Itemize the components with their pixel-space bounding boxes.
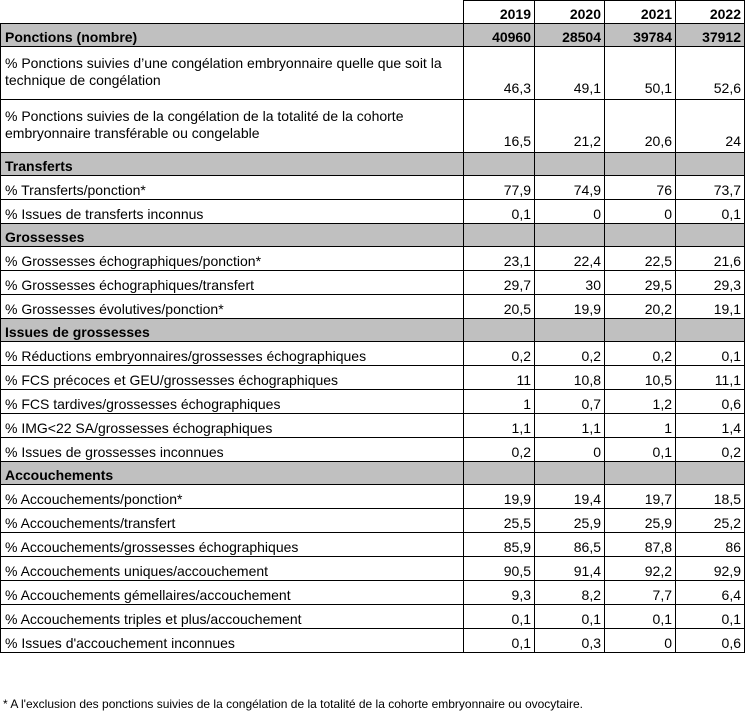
row-label: % Issues d'accouchement inconnues xyxy=(1,629,464,653)
value-cell: 22,5 xyxy=(605,247,676,271)
value-cell: 1 xyxy=(464,390,535,414)
value-cell: 77,9 xyxy=(464,176,535,200)
value-cell: 40960 xyxy=(464,24,535,47)
value-cell: 29,3 xyxy=(676,271,745,295)
row-label: % Grossesses échographiques/ponction* xyxy=(1,247,464,271)
row-label: % Ponctions suivies d’une congélation embryonnaire quelle que soit la technique de congélation xyxy=(1,47,464,100)
value-cell: 25,5 xyxy=(464,509,535,533)
value-cell: 0 xyxy=(535,200,605,224)
value-cell xyxy=(464,462,535,485)
value-cell: 0,1 xyxy=(676,605,745,629)
value-cell: 0,1 xyxy=(605,605,676,629)
value-cell: 52,6 xyxy=(676,47,745,100)
value-cell xyxy=(464,153,535,176)
value-cell: 18,5 xyxy=(676,485,745,509)
value-cell: 73,7 xyxy=(676,176,745,200)
value-cell: 6,4 xyxy=(676,581,745,605)
value-cell: 0,6 xyxy=(676,390,745,414)
value-cell: 25,9 xyxy=(535,509,605,533)
table-row xyxy=(1,414,745,438)
section-label: Accouchements xyxy=(1,462,464,485)
table-row xyxy=(1,581,745,605)
value-cell: 91,4 xyxy=(535,557,605,581)
table-row xyxy=(1,390,745,414)
section-label: Issues de grossesses xyxy=(1,319,464,342)
row-label: % Réductions embryonnaires/grossesses échographiques xyxy=(1,342,464,366)
year-header: 2020 xyxy=(535,1,605,24)
value-cell: 0,2 xyxy=(535,342,605,366)
value-cell: 0,6 xyxy=(676,629,745,653)
row-label: % IMG<22 SA/grossesses échographiques xyxy=(1,414,464,438)
value-cell: 85,9 xyxy=(464,533,535,557)
value-cell: 29,5 xyxy=(605,271,676,295)
value-cell: 16,5 xyxy=(464,100,535,153)
section-label: Grossesses xyxy=(1,224,464,247)
value-cell: 0,1 xyxy=(464,605,535,629)
value-cell xyxy=(676,153,745,176)
value-cell: 20,5 xyxy=(464,295,535,319)
value-cell: 0,2 xyxy=(464,438,535,462)
value-cell: 25,9 xyxy=(605,509,676,533)
value-cell: 1 xyxy=(605,414,676,438)
header-empty-cell xyxy=(1,1,464,24)
footnote: * A l'exclusion des ponctions suivies de la congélation de la totalité de la cohorte embryonnaire ou ovocytaire. xyxy=(3,697,583,711)
value-cell: 30 xyxy=(535,271,605,295)
value-cell: 87,8 xyxy=(605,533,676,557)
value-cell: 0,2 xyxy=(676,438,745,462)
table-row xyxy=(1,47,745,100)
value-cell: 19,9 xyxy=(464,485,535,509)
value-cell: 20,2 xyxy=(605,295,676,319)
year-header: 2022 xyxy=(676,1,745,24)
value-cell: 0,7 xyxy=(535,390,605,414)
value-cell: 86 xyxy=(676,533,745,557)
value-cell xyxy=(605,319,676,342)
value-cell: 28504 xyxy=(535,24,605,47)
section-header-row xyxy=(1,462,745,485)
value-cell xyxy=(535,462,605,485)
value-cell: 22,4 xyxy=(535,247,605,271)
row-label: % Transferts/ponction* xyxy=(1,176,464,200)
section-header-row xyxy=(1,153,745,176)
value-cell: 25,2 xyxy=(676,509,745,533)
value-cell: 1,4 xyxy=(676,414,745,438)
section-header-row xyxy=(1,319,745,342)
value-cell: 90,5 xyxy=(464,557,535,581)
table-row xyxy=(1,485,745,509)
value-cell: 8,2 xyxy=(535,581,605,605)
table-row xyxy=(1,200,745,224)
value-cell: 0,1 xyxy=(676,342,745,366)
row-label: % FCS tardives/grossesses échographiques xyxy=(1,390,464,414)
table-row xyxy=(1,247,745,271)
value-cell: 0 xyxy=(535,438,605,462)
value-cell: 11 xyxy=(464,366,535,390)
section-header-row xyxy=(1,224,745,247)
value-cell xyxy=(676,319,745,342)
table-row xyxy=(1,438,745,462)
value-cell xyxy=(605,153,676,176)
value-cell: 0,2 xyxy=(464,342,535,366)
value-cell: 0,1 xyxy=(605,438,676,462)
table-row xyxy=(1,366,745,390)
value-cell: 9,3 xyxy=(464,581,535,605)
row-label: % Issues de grossesses inconnues xyxy=(1,438,464,462)
value-cell: 10,8 xyxy=(535,366,605,390)
table-row xyxy=(1,629,745,653)
value-cell xyxy=(676,462,745,485)
section-label: Transferts xyxy=(1,153,464,176)
value-cell: 92,9 xyxy=(676,557,745,581)
value-cell: 0,1 xyxy=(464,200,535,224)
value-cell: 10,5 xyxy=(605,366,676,390)
table-body xyxy=(1,24,745,653)
value-cell xyxy=(464,319,535,342)
value-cell: 1,1 xyxy=(464,414,535,438)
value-cell xyxy=(464,224,535,247)
value-cell: 19,7 xyxy=(605,485,676,509)
row-label: % Accouchements triples et plus/accouchement xyxy=(1,605,464,629)
year-header: 2019 xyxy=(464,1,535,24)
value-cell: 21,6 xyxy=(676,247,745,271)
table-row xyxy=(1,533,745,557)
row-label: % Grossesses échographiques/transfert xyxy=(1,271,464,295)
row-label: % Accouchements/ponction* xyxy=(1,485,464,509)
value-cell: 0 xyxy=(605,629,676,653)
year-header-row xyxy=(1,1,745,24)
value-cell: 86,5 xyxy=(535,533,605,557)
value-cell: 76 xyxy=(605,176,676,200)
value-cell: 20,6 xyxy=(605,100,676,153)
section-label: Ponctions (nombre) xyxy=(1,24,464,47)
value-cell: 29,7 xyxy=(464,271,535,295)
value-cell: 0,1 xyxy=(535,605,605,629)
value-cell xyxy=(535,153,605,176)
value-cell: 19,9 xyxy=(535,295,605,319)
value-cell xyxy=(605,224,676,247)
value-cell: 19,4 xyxy=(535,485,605,509)
table-row xyxy=(1,271,745,295)
value-cell: 49,1 xyxy=(535,47,605,100)
value-cell: 46,3 xyxy=(464,47,535,100)
value-cell: 23,1 xyxy=(464,247,535,271)
value-cell: 92,2 xyxy=(605,557,676,581)
row-label: % Ponctions suivies de la congélation de la totalité de la cohorte embryonnaire transférable ou congelable xyxy=(1,100,464,153)
row-label: % Accouchements/grossesses échographiques xyxy=(1,533,464,557)
row-label: % Grossesses évolutives/ponction* xyxy=(1,295,464,319)
value-cell: 19,1 xyxy=(676,295,745,319)
value-cell: 0 xyxy=(605,200,676,224)
row-label: % Accouchements/transfert xyxy=(1,509,464,533)
value-cell: 0,1 xyxy=(676,200,745,224)
value-cell: 50,1 xyxy=(605,47,676,100)
value-cell: 0,1 xyxy=(464,629,535,653)
value-cell: 1,2 xyxy=(605,390,676,414)
value-cell xyxy=(535,224,605,247)
section-header-row xyxy=(1,24,745,47)
value-cell: 21,2 xyxy=(535,100,605,153)
value-cell: 7,7 xyxy=(605,581,676,605)
value-cell xyxy=(605,462,676,485)
row-label: % FCS précoces et GEU/grossesses échographiques xyxy=(1,366,464,390)
table-row xyxy=(1,557,745,581)
table-row xyxy=(1,605,745,629)
row-label: % Accouchements gémellaires/accouchement xyxy=(1,581,464,605)
value-cell: 0,3 xyxy=(535,629,605,653)
value-cell: 24 xyxy=(676,100,745,153)
value-cell: 37912 xyxy=(676,24,745,47)
row-label: % Accouchements uniques/accouchement xyxy=(1,557,464,581)
value-cell: 39784 xyxy=(605,24,676,47)
value-cell xyxy=(535,319,605,342)
table-row xyxy=(1,176,745,200)
row-label: % Issues de transferts inconnus xyxy=(1,200,464,224)
value-cell: 0,2 xyxy=(605,342,676,366)
table-row xyxy=(1,509,745,533)
value-cell: 1,1 xyxy=(535,414,605,438)
value-cell: 74,9 xyxy=(535,176,605,200)
table-row xyxy=(1,295,745,319)
value-cell: 11,1 xyxy=(676,366,745,390)
table-row xyxy=(1,100,745,153)
table-row xyxy=(1,342,745,366)
value-cell xyxy=(676,224,745,247)
year-header: 2021 xyxy=(605,1,676,24)
